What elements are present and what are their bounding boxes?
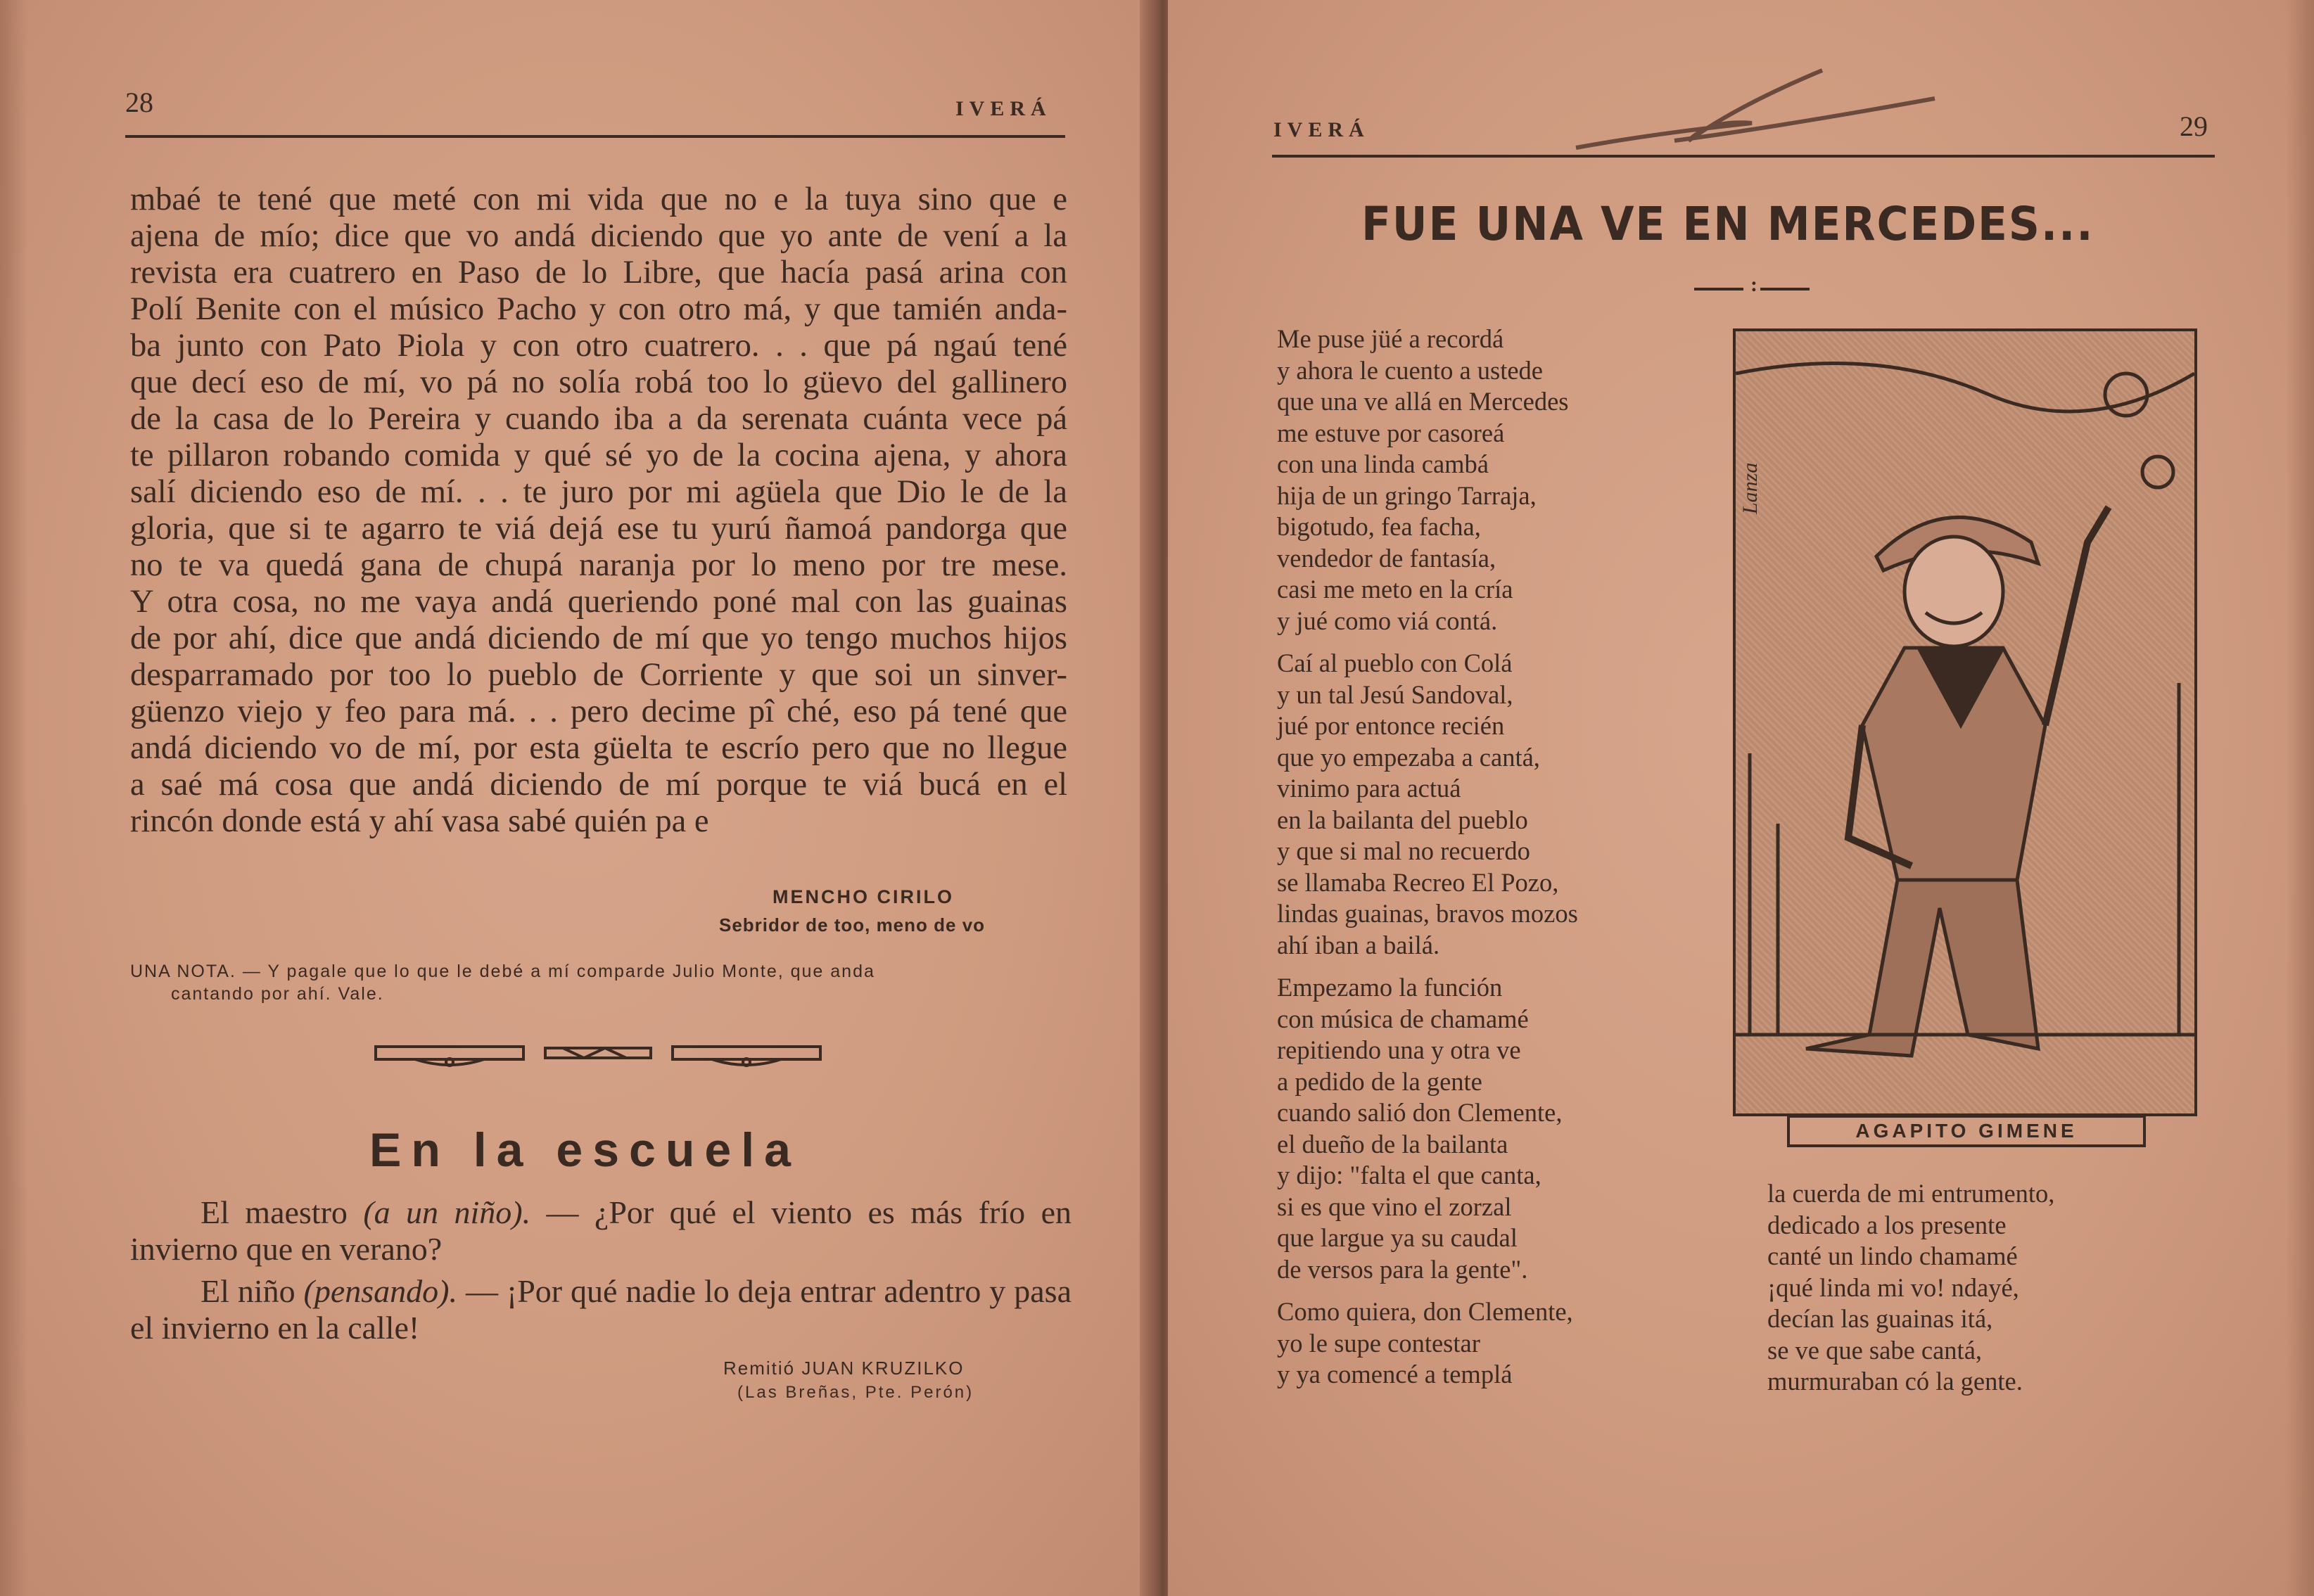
- school-dialog: [130, 1194, 1072, 1346]
- page-number-right: 29: [2180, 110, 2208, 142]
- poem-line: y ya comencé a templá: [1277, 1360, 1513, 1388]
- letter-line: güenzo viejo y feo para má. . . pero decime pî ché, eso pá tené que: [130, 694, 1067, 729]
- poem-stanza: [1277, 972, 1578, 1285]
- poem-line: que una ve allá en Mercedes: [1277, 387, 1569, 416]
- poem-line: se llamaba Recreo El Pozo,: [1277, 867, 1559, 897]
- gaucho-drawing: [1736, 331, 2194, 1113]
- poem-line: que largue ya su caudal: [1277, 1223, 1518, 1252]
- letter-line: ba junto con Pato Piola y con otro cuatrero. . . que pá ngaú tené: [130, 328, 1067, 364]
- remit-line-2: (Las Breñas, Pte. Perón): [737, 1383, 974, 1402]
- letter-line: a saé má cosa que andá diciendo de mí porque te viá bucá en el: [130, 767, 1067, 803]
- left-page: [0, 0, 1154, 1596]
- poem-line: murmuraban có la gente.: [1767, 1367, 2023, 1396]
- page-number: 28: [125, 87, 153, 118]
- poem-line: Como quiera, don Clemente,: [1277, 1297, 1573, 1326]
- letter-line: te pillaron robando comida y qué sé yo de la cocina ajena, y ahora: [130, 438, 1067, 473]
- poem-line: se ve que sabe cantá,: [1767, 1335, 1983, 1365]
- illustration-gaucho: [1733, 328, 2197, 1116]
- letter-line: desparramado por too lo pueblo de Corriente y que soi un sinver-: [130, 657, 1067, 693]
- poem-line: dedicado a los presente: [1767, 1210, 2007, 1239]
- poem-stanza: [1277, 1296, 1578, 1391]
- poem-line: con música de chamamé: [1277, 1004, 1529, 1033]
- running-head: IVERÁ: [955, 97, 1052, 120]
- running-head-right: IVERÁ: [1273, 118, 1370, 141]
- poem-line: jué por entonce recién: [1277, 711, 1505, 740]
- poem-line: y dijo: "falta el que canta,: [1277, 1161, 1541, 1189]
- letter-line: gloria, que si te agarro te viá dejá ese tu yurú ñamoá pandorga que: [130, 511, 1067, 547]
- poem-line: que yo empezaba a cantá,: [1277, 742, 1540, 772]
- letter-line: de la casa de lo Pereira y cuando iba a da serenata cuánta vece pá: [130, 401, 1067, 437]
- note-line-2: cantando por ahí. Vale.: [171, 984, 384, 1004]
- poem-line: vendedor de fantasía,: [1277, 543, 1496, 573]
- poem-line: y jué como viá contá.: [1277, 606, 1498, 635]
- letter-line: Y otra cosa, no me vaya andá queriendo poné mal con las guainas: [130, 584, 1067, 620]
- dialog-paragraph-child: El niño (pensando). — ¡Por qué nadie lo deja entrar adentro y pasa el invierno en la calle!: [130, 1273, 1072, 1346]
- poem-stanza: [1277, 324, 1578, 637]
- poem-column-right: [1767, 1178, 2054, 1409]
- signature-subtitle: Sebridor de too, meno de vo: [719, 914, 986, 936]
- poem-line: y ahora le cuento a ustede: [1277, 355, 1544, 385]
- letter-line: andá diciendo vo de mí, por esta güelta te escrío pero que no llegue: [130, 730, 1067, 766]
- page-edge-shadow: [2286, 0, 2314, 1596]
- poem-line: cuando salió don Clemente,: [1277, 1098, 1563, 1127]
- poem-line: ahí iban a bailá.: [1277, 930, 1440, 959]
- letter-line: mbaé te tené que meté con mi vida que no e la tuya sino que e: [130, 181, 1067, 217]
- title-rule-right: [1760, 288, 1810, 291]
- title-rule-left: [1694, 288, 1743, 291]
- poem-line: la cuerda de mi entrumento,: [1767, 1179, 2055, 1208]
- poem-line: el dueño de la bailanta: [1277, 1129, 1508, 1158]
- poem-line: vinimo para actuá: [1277, 774, 1461, 803]
- poem-line: lindas guainas, bravos mozos: [1277, 899, 1578, 928]
- letter-lines: [130, 181, 1067, 840]
- poem-line: a pedido de la gente: [1277, 1066, 1482, 1096]
- ornament-divider: [373, 1042, 823, 1068]
- poem-line: Empezamo la función: [1277, 973, 1503, 1002]
- letter-line: de por ahí, dice que andá diciendo de mí que yo tengo muchos hijos: [130, 620, 1067, 656]
- poem-line: de versos para la gente".: [1277, 1254, 1528, 1284]
- letter-line: salí diciendo eso de mí. . . te juro por mi agüela que Dio le de la: [130, 474, 1067, 510]
- signature-name: MENCHO CIRILO: [773, 886, 954, 907]
- letter-line: no te va quedá gana de chupá naranja por lo meno por tre mese.: [130, 547, 1067, 583]
- letter-line: Polí Benite con el músico Pacho y con otro má, y que tamién anda-: [130, 291, 1067, 327]
- poem-line: ¡qué linda mi vo! ndayé,: [1767, 1272, 2019, 1302]
- poem-line: y que si mal no recuerdo: [1277, 836, 1530, 865]
- letter-line: revista era cuatrero en Paso de lo Libre, que hacía pasá arina con: [130, 255, 1067, 291]
- poem-line: canté un lindo chamamé: [1767, 1241, 2018, 1270]
- letter-text: [130, 181, 1067, 840]
- poem-column-left: [1277, 324, 1578, 1402]
- header-rule: [125, 135, 1065, 138]
- letter-line: que decí eso de mí, vo pá no solía robá too lo güevo del gallinero: [130, 364, 1067, 400]
- poem-line: hija de un gringo Tarraja,: [1277, 480, 1537, 510]
- poem-line: me estuve por casoreá: [1277, 418, 1505, 447]
- poem-line: Me puse jüé a recordá: [1277, 324, 1504, 353]
- poem-line: decían las guainas itá,: [1767, 1304, 1993, 1333]
- title-ornament: :: [1750, 273, 1757, 296]
- poem-line: en la bailanta del pueblo: [1277, 805, 1528, 834]
- page-edge-shadow: [0, 0, 28, 1596]
- poem-stanza: [1277, 648, 1578, 961]
- poem-line: y un tal Jesú Sandoval,: [1277, 679, 1513, 709]
- remit-line-1: Remitió JUAN KRUZILKO: [723, 1358, 965, 1379]
- handwritten-scribble: [1569, 56, 1963, 162]
- poem-line: casi me meto en la cría: [1277, 575, 1513, 604]
- poem-line: con una linda cambá: [1277, 449, 1489, 478]
- note-line-1: UNA NOTA. — Y pagale que lo que le debé a mí comparde Julio Monte, que anda: [130, 962, 875, 981]
- poem-line: repitiendo una y otra ve: [1277, 1035, 1521, 1064]
- letter-line: ajena de mío; dice que vo andá diciendo que yo ante de vení a la: [130, 218, 1067, 254]
- poem-line: bigotudo, fea facha,: [1277, 512, 1481, 541]
- poem-line: yo le supe contestar: [1277, 1328, 1480, 1358]
- artist-signature: Lanza: [1738, 462, 1762, 514]
- section-title: En la escuela: [369, 1123, 801, 1177]
- letter-line: rincón donde está y ahí vasa sabé quién pa e: [130, 803, 709, 839]
- illustration-caption: AGAPITO GIMENE: [1787, 1115, 2146, 1147]
- dialog-paragraph-teacher: El maestro (a un niño). — ¿Por qué el viento es más frío en invierno que en verano?: [130, 1194, 1072, 1267]
- poem-line: si es que vino el zorzal: [1277, 1192, 1512, 1221]
- poem-stanza: [1767, 1178, 2054, 1398]
- poem-title: FUE UNA VE EN MERCEDES...: [1361, 197, 2094, 251]
- poem-line: Caí al pueblo con Colá: [1277, 649, 1513, 677]
